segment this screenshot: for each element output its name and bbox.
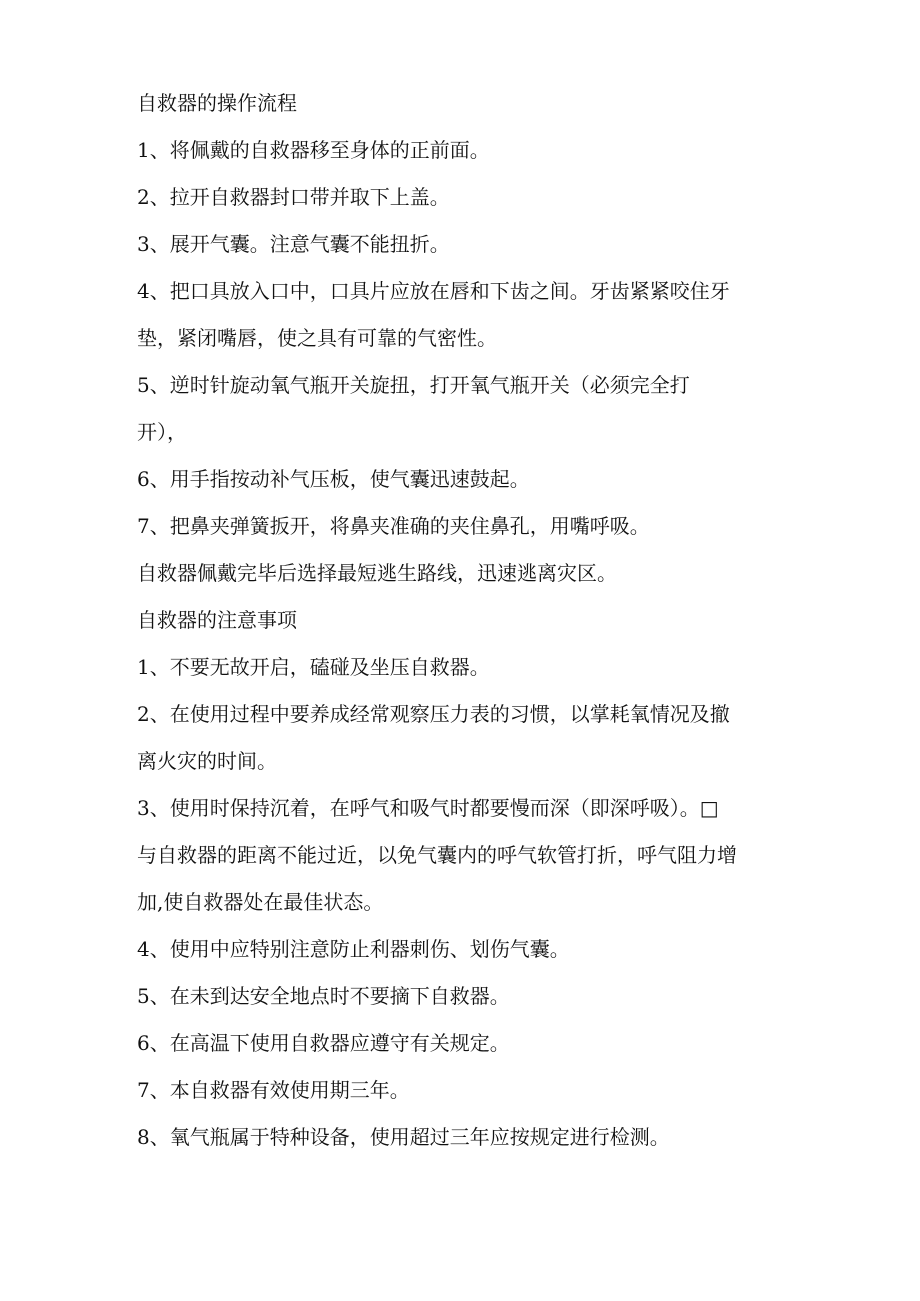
section-title-operation: 自救器的操作流程: [137, 91, 297, 115]
operation-step-6: 6、用手指按动补气压板，使气囊迅速鼓起。: [137, 467, 530, 491]
precaution-2-line-1: 2、在使用过程中要养成经常观察压力表的习惯，以掌耗氧情况及撤: [137, 702, 730, 726]
section-title-precautions: 自救器的注意事项: [137, 608, 297, 632]
operation-step-1: 1、将佩戴的自救器移至身体的正前面。: [137, 138, 490, 162]
precaution-4: 4、使用中应特别注意防止利器刺伤、划伤气囊。: [137, 937, 570, 961]
precaution-7: 7、本自救器有效使用期三年。: [137, 1078, 410, 1102]
operation-summary: 自救器佩戴完毕后选择最短逃生路线，迅速逃离灾区。: [137, 561, 617, 585]
precaution-3-line-1: 3、使用时保持沉着，在呼气和吸气时都要慢而深（即深呼吸）。□: [137, 796, 719, 820]
operation-step-5-line-1: 5、逆时针旋动氧气瓶开关旋扭，打开氧气瓶开关（必须完全打: [137, 373, 690, 397]
precaution-1: 1、不要无故开启，磕碰及坐压自救器。: [137, 655, 490, 679]
document-body: [137, 80, 797, 1161]
precaution-3-line-2: 与自救器的距离不能过近，以免气囊内的呼气软管打折，呼气阻力增: [137, 843, 737, 867]
operation-step-4-line-2: 垫，紧闭嘴唇，使之具有可靠的气密性。: [137, 326, 497, 350]
operation-step-7: 7、把鼻夹弹簧扳开，将鼻夹准确的夹住鼻孔，用嘴呼吸。: [137, 514, 650, 538]
precaution-6: 6、在高温下使用自救器应遵守有关规定。: [137, 1031, 510, 1055]
precaution-8: 8、氧气瓶属于特种设备，使用超过三年应按规定进行检测。: [137, 1125, 670, 1149]
precaution-5: 5、在未到达安全地点时不要摘下自救器。: [137, 984, 510, 1008]
operation-step-2: 2、拉开自救器封口带并取下上盖。: [137, 185, 450, 209]
operation-step-4-line-1: 4、把口具放入口中，口具片应放在唇和下齿之间。牙齿紧紧咬住牙: [137, 279, 730, 303]
operation-step-3: 3、展开气囊。注意气囊不能扭折。: [137, 232, 450, 256]
precaution-2-line-2: 离火灾的时间。: [137, 749, 277, 773]
operation-step-5-line-2: 开），: [137, 420, 187, 444]
precaution-3-line-3: 加,使自救器处在最佳状态。: [137, 890, 384, 914]
